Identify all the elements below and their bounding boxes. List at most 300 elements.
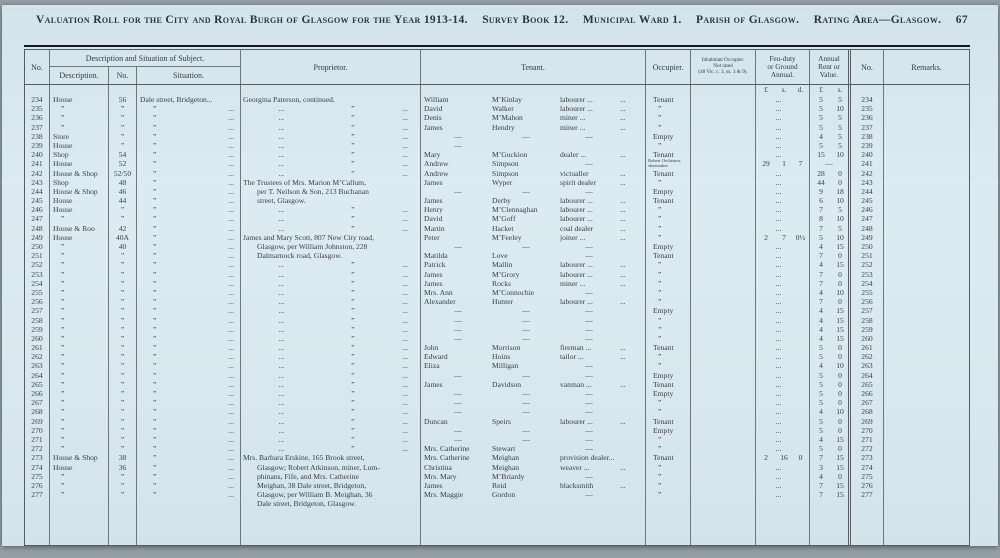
cell-street-no: 56	[108, 95, 136, 104]
rent-shillings: 0	[838, 398, 842, 408]
cell-street-no: 52	[108, 159, 136, 168]
cell-feu-duty	[755, 214, 809, 223]
dots: ...	[278, 159, 285, 169]
cell-feu-duty	[755, 407, 809, 416]
cell-no: 240	[31, 150, 43, 160]
cell-occupier: ”	[645, 288, 690, 297]
cell-street-no: ”	[108, 361, 136, 370]
situation-text: ”	[153, 140, 157, 150]
dots: ...	[402, 278, 408, 288]
cell-street-no: ”	[108, 205, 136, 214]
ditto-mark: ”	[351, 361, 355, 371]
table-filler	[25, 508, 969, 545]
cell-occupier	[645, 159, 690, 168]
cell-annual-rent	[809, 490, 848, 499]
rent-shillings: 0	[838, 370, 842, 380]
cell-proprietor	[240, 371, 420, 380]
dots: ...	[775, 297, 782, 307]
cell-description: ”	[49, 214, 108, 223]
proprietor-ditto	[241, 380, 420, 389]
cell-inhabitant-occupier	[690, 352, 755, 361]
cell-remarks	[883, 316, 969, 325]
cell-proprietor	[240, 417, 420, 426]
tenant-t3: —	[585, 333, 593, 343]
cell-feu-duty	[755, 481, 809, 490]
cell-occupier: ”	[645, 113, 690, 122]
tenant-t4	[618, 288, 645, 297]
tenant-t1: —	[454, 434, 462, 444]
cell-annual-rent	[809, 288, 848, 297]
cell-inhabitant-occupier	[690, 389, 755, 398]
cell-street-no: ”	[108, 389, 136, 398]
tenant-t4	[618, 159, 645, 168]
tenant-t1: —	[454, 315, 462, 325]
feu-value: 7	[798, 159, 803, 169]
cell-occupier: ”	[645, 260, 690, 269]
rent-shillings: 0	[838, 278, 842, 288]
tenant-t4: ...	[620, 113, 626, 123]
cell-inhabitant-occupier	[690, 251, 755, 260]
cell-description: ”	[49, 426, 108, 435]
cell-no-right: 272	[848, 444, 883, 453]
proprietor-text: Meighan, 38 Dale street, Bridgeton,	[257, 480, 367, 490]
dots: ...	[278, 370, 285, 380]
cell-feu-duty	[755, 343, 809, 352]
cell-situation	[136, 104, 240, 113]
cell-proprietor	[240, 472, 420, 481]
cell-no-right: 249	[848, 233, 883, 242]
cell-tenant	[420, 398, 645, 407]
tenant-t4: ...	[620, 122, 626, 132]
tenant-t4: ...	[620, 205, 626, 215]
ditto-mark: ”	[351, 223, 355, 233]
cell-street-no: ”	[108, 270, 136, 279]
dots: ...	[402, 104, 408, 114]
cell-inhabitant-occupier	[690, 398, 755, 407]
cell-no: 250	[31, 242, 43, 251]
situation-text: ”	[153, 352, 157, 362]
currency-row	[25, 85, 969, 95]
cell-situation	[136, 279, 240, 288]
rent-pounds: 4	[819, 324, 823, 334]
tenant-t3: blacksmith	[560, 480, 594, 490]
page-number: 67	[955, 14, 968, 26]
rent-pounds: 5	[819, 398, 823, 408]
cell-tenant	[420, 224, 645, 233]
proprietor-text: The Trustees of Mrs. Marion M’Callum,	[243, 177, 366, 187]
dots: ...	[402, 389, 408, 398]
dots: ...	[228, 398, 234, 408]
tenant-t4: ...	[620, 480, 626, 490]
cell-situation	[136, 288, 240, 297]
tenant-t1: Patrick	[424, 260, 446, 270]
cell-proprietor	[240, 444, 420, 453]
table-row	[25, 361, 969, 370]
cell-proprietor	[240, 159, 420, 168]
tenant-t4	[618, 444, 645, 453]
rent-shillings: 0	[838, 168, 842, 178]
dots: ...	[402, 260, 408, 270]
proprietor-text: per T. Neilson & Son, 213 Buchanan	[257, 186, 369, 196]
rent-pounds: 7	[819, 453, 823, 463]
situation-text: ”	[153, 333, 157, 343]
cell-feu-duty	[755, 426, 809, 435]
cell-street-no: ”	[108, 481, 136, 490]
ditto-mark: ”	[351, 278, 355, 288]
tenant-t4	[618, 371, 645, 380]
tenant-t3: labourer ...	[560, 95, 593, 104]
cell-no: 266	[31, 389, 43, 398]
cell-inhabitant-occupier	[690, 343, 755, 352]
tenant-t3: joiner ...	[560, 232, 586, 242]
tenant-t4	[618, 334, 645, 343]
cell-occupier: ”	[645, 334, 690, 343]
cell-tenant	[420, 288, 645, 297]
ditto-mark: ”	[351, 140, 355, 150]
tenant-t4: ...	[620, 260, 626, 270]
tenant-t4: ...	[620, 150, 626, 160]
cell-no-right: 234	[848, 95, 883, 104]
rent-pounds: 7	[819, 251, 823, 261]
filler-cell	[136, 508, 240, 545]
rent-pounds: 28	[817, 168, 825, 178]
cell-situation	[136, 389, 240, 398]
situation-text: ”	[153, 104, 157, 114]
table-row	[25, 141, 969, 150]
proprietor-ditto	[241, 352, 420, 361]
cell-no: 235	[31, 104, 43, 114]
cell-no-right: 241	[848, 159, 883, 168]
cell-annual-rent	[809, 352, 848, 361]
situation-text: ”	[153, 186, 157, 196]
rent-pounds: 5	[819, 104, 823, 114]
cell-description: House	[49, 205, 108, 214]
cell-annual-rent	[809, 334, 848, 343]
cell-feu-duty	[755, 453, 809, 462]
cell-description: House	[49, 196, 108, 205]
dots: ...	[278, 269, 285, 279]
feu-value: 2	[764, 232, 768, 242]
tenant-t2: —	[522, 425, 530, 435]
dots: ...	[278, 407, 285, 417]
cell-tenant	[420, 334, 645, 343]
proprietor-text: Dale street, Bridgeton, Glasgow.	[257, 499, 357, 509]
situation-text: ”	[153, 444, 157, 454]
cell-situation	[136, 472, 240, 481]
cell-tenant	[420, 178, 645, 187]
rent-pounds: 7	[819, 269, 823, 279]
cell-description: ”	[49, 325, 108, 334]
cell-tenant	[420, 123, 645, 132]
rent-shillings: 0	[838, 444, 842, 454]
tenant-t4	[618, 251, 645, 260]
situation-text: ”	[153, 113, 157, 123]
tenant-t1: James	[424, 480, 443, 490]
feu-value: 7	[782, 232, 786, 242]
dots: ...	[278, 444, 285, 454]
cell-feu-duty	[755, 104, 809, 113]
dots: ...	[402, 407, 408, 417]
cell-annual-rent	[809, 499, 848, 508]
rent-shillings: 0	[838, 352, 842, 362]
dots: ...	[278, 140, 285, 150]
dots: ...	[402, 131, 408, 141]
cell-description: ”	[49, 481, 108, 490]
header-proprietor: Proprietor.	[240, 50, 420, 84]
cell-tenant	[420, 426, 645, 435]
cell-description: ”	[49, 297, 108, 306]
cell-proprietor	[240, 169, 420, 178]
cell-annual-rent	[809, 196, 848, 205]
page-title	[36, 14, 968, 26]
situation-text: ”	[153, 242, 157, 251]
table-row	[25, 150, 969, 159]
situation-text: Dale street, Bridgeton...	[140, 95, 213, 104]
cell-proprietor	[240, 123, 420, 132]
pound-sign: £	[764, 86, 768, 94]
dots: ...	[402, 205, 408, 215]
cell-description: ”	[49, 242, 108, 251]
rent-shillings: 0	[838, 416, 842, 426]
cell-annual-rent	[809, 178, 848, 187]
table-row	[25, 159, 969, 168]
dots: ...	[228, 361, 234, 371]
tenant-t3: labourer ...	[560, 214, 593, 224]
tenant-t3: victualler	[560, 168, 589, 178]
ditto-mark: ”	[351, 260, 355, 270]
cell-annual-rent	[809, 224, 848, 233]
tenant-t2: Meighan	[492, 453, 519, 463]
dots: ...	[278, 398, 285, 408]
cell-proprietor	[240, 380, 420, 389]
cell-situation	[136, 169, 240, 178]
cell-inhabitant-occupier	[690, 150, 755, 159]
cell-description: House	[49, 463, 108, 472]
tenant-t3: labourer ...	[560, 416, 593, 426]
cell-annual-rent	[809, 169, 848, 178]
situation-text: ”	[153, 269, 157, 279]
dots: ...	[775, 306, 782, 316]
tenant-t4: ...	[620, 223, 626, 233]
cell-proprietor	[240, 407, 420, 416]
cell-occupier: Empty	[645, 132, 690, 141]
cell-feu-duty	[755, 334, 809, 343]
tenant-t1: —	[454, 389, 462, 398]
cell-description: ”	[49, 407, 108, 416]
cell-description: ”	[49, 279, 108, 288]
cell-tenant	[420, 361, 645, 370]
cell-remarks	[883, 132, 969, 141]
dots: ...	[402, 168, 408, 178]
dots: ...	[402, 343, 408, 353]
cell-occupier: ”	[645, 233, 690, 242]
dots: ...	[228, 168, 234, 178]
tenant-t2: —	[522, 370, 530, 380]
cell-inhabitant-occupier	[690, 141, 755, 150]
header-occupier: Occupier.	[645, 50, 690, 84]
cell-remarks	[883, 178, 969, 187]
cell-proprietor	[240, 113, 420, 122]
tenant-t1: —	[454, 398, 462, 408]
cell-situation	[136, 316, 240, 325]
rent-pounds: 4	[819, 333, 823, 343]
cell-situation	[136, 334, 240, 343]
dots: ...	[228, 471, 234, 481]
cell-feu-duty	[755, 113, 809, 122]
cell-occupier: ”	[645, 316, 690, 325]
cell-street-no: ”	[108, 398, 136, 407]
header-annual-rent	[809, 50, 848, 84]
ditto-mark: ”	[351, 306, 355, 316]
tenant-t2: M’Clennaghan	[492, 205, 538, 215]
cell-street-no: ”	[108, 435, 136, 444]
dots: ...	[228, 306, 234, 316]
cell-tenant	[420, 389, 645, 398]
cell-tenant	[420, 279, 645, 288]
cell-proprietor	[240, 205, 420, 214]
cell-remarks	[883, 279, 969, 288]
tenant-t1: Andrew	[424, 168, 449, 178]
cell-description: House	[49, 233, 108, 242]
cell-no-right: 259	[848, 325, 883, 334]
cell-description: ”	[49, 123, 108, 132]
rent-shillings: 5	[838, 122, 842, 132]
cell-situation	[136, 325, 240, 334]
cell-no: 237	[31, 122, 43, 132]
situation-text: ”	[153, 379, 157, 389]
cell-no: 243	[31, 177, 43, 187]
rent-pounds: 5	[819, 425, 823, 435]
cell-street-no: ”	[108, 306, 136, 315]
rent-shillings: 5	[838, 131, 842, 141]
cell-proprietor	[240, 306, 420, 315]
cell-remarks	[883, 187, 969, 196]
cell-description: ”	[49, 316, 108, 325]
cell-no-right: 251	[848, 251, 883, 260]
rent-pounds: 15	[817, 150, 825, 160]
ditto-mark: ”	[351, 297, 355, 307]
rent-pounds: 5	[819, 95, 823, 104]
cell-feu-duty	[755, 233, 809, 242]
header-inhabitant-occupier	[690, 50, 755, 84]
cell-tenant	[420, 297, 645, 306]
cell-annual-rent	[809, 481, 848, 490]
tenant-t1: Matilda	[424, 251, 448, 261]
header-inhabitant-line3: (48 Vic. c. 3, ss. 3 & 9).	[698, 68, 748, 75]
table-row	[25, 398, 969, 407]
situation-text: ”	[153, 361, 157, 371]
situation-text: ”	[153, 122, 157, 132]
cell-feu-duty	[755, 361, 809, 370]
cell-street-no: 40	[108, 242, 136, 251]
situation-text: ”	[153, 205, 157, 215]
proprietor-text: Mrs. Barbara Erskine, 165 Brook street,	[243, 453, 365, 463]
cell-occupier: ”	[645, 270, 690, 279]
cell-remarks	[883, 95, 969, 104]
cell-feu-duty	[755, 499, 809, 508]
cell-description: ”	[49, 104, 108, 113]
cell-proprietor	[240, 398, 420, 407]
cell-situation	[136, 196, 240, 205]
cell-proprietor	[240, 214, 420, 223]
tenant-t1: John	[424, 343, 439, 353]
dots: ...	[402, 425, 408, 435]
tenant-t3	[560, 499, 618, 508]
table-row	[25, 444, 969, 453]
cell-tenant	[420, 325, 645, 334]
rent-pounds: 4	[819, 434, 823, 444]
cell-street-no: ”	[108, 407, 136, 416]
header-feu-line3: Annual.	[770, 69, 795, 79]
cell-situation	[136, 214, 240, 223]
tenant-t4	[618, 499, 645, 508]
table-row	[25, 132, 969, 141]
rent-shillings: 15	[836, 462, 844, 472]
cell-inhabitant-occupier	[690, 214, 755, 223]
cell-no: 262	[31, 352, 43, 362]
ditto-mark: ”	[351, 370, 355, 380]
ditto-mark: ”	[351, 214, 355, 224]
filler-cell	[690, 508, 755, 545]
cell-remarks	[883, 123, 969, 132]
dots: ...	[228, 177, 234, 187]
dots: ...	[278, 150, 285, 160]
tenant-t1: Mrs. Catherine	[424, 444, 470, 454]
tenant-t3: —	[585, 324, 593, 334]
title-parish: Parish of Glasgow.	[695, 14, 800, 26]
cell-feu-duty	[755, 472, 809, 481]
cell-inhabitant-occupier	[690, 95, 755, 104]
dots: ...	[775, 278, 782, 288]
cell-remarks	[883, 407, 969, 416]
cell-street-no: ”	[108, 279, 136, 288]
dots: ...	[775, 416, 782, 426]
rent-pounds: 5	[819, 140, 823, 150]
cell-no-right: 277	[848, 490, 883, 499]
cell-street-no: ”	[108, 123, 136, 132]
rent-shillings: 5	[838, 205, 842, 215]
tenant-t4	[618, 361, 645, 370]
tenant-t4: ...	[620, 278, 626, 288]
cell-no: 245	[31, 196, 43, 206]
situation-text: ”	[153, 214, 157, 224]
rent-pounds: 5	[819, 343, 823, 353]
tenant-t1: —	[454, 370, 462, 380]
cell-annual-rent	[809, 398, 848, 407]
cell-proprietor	[240, 251, 420, 260]
cell-inhabitant-occupier	[690, 224, 755, 233]
tenant-t4: ...	[620, 214, 626, 224]
cell-no: 267	[31, 398, 43, 408]
dots: ...	[228, 186, 234, 196]
cell-inhabitant-occupier	[690, 417, 755, 426]
rent-shillings: 18	[836, 186, 844, 196]
cell-no: 251	[31, 251, 43, 261]
rent-pounds: 4	[819, 260, 823, 270]
ditto-mark: ”	[351, 425, 355, 435]
table-row	[25, 380, 969, 389]
cell-occupier: Tenant	[645, 380, 690, 389]
proprietor-ditto	[241, 113, 420, 122]
tenant-t3: provision dealer...	[560, 453, 615, 463]
cell-annual-rent	[809, 297, 848, 306]
ditto-mark: ”	[351, 444, 355, 454]
cell-no-right: 243	[848, 178, 883, 187]
cell-situation	[136, 141, 240, 150]
header-situation: Situation.	[136, 67, 240, 84]
rent-shillings: 10	[836, 196, 844, 206]
rent-shillings: 5	[838, 140, 842, 150]
